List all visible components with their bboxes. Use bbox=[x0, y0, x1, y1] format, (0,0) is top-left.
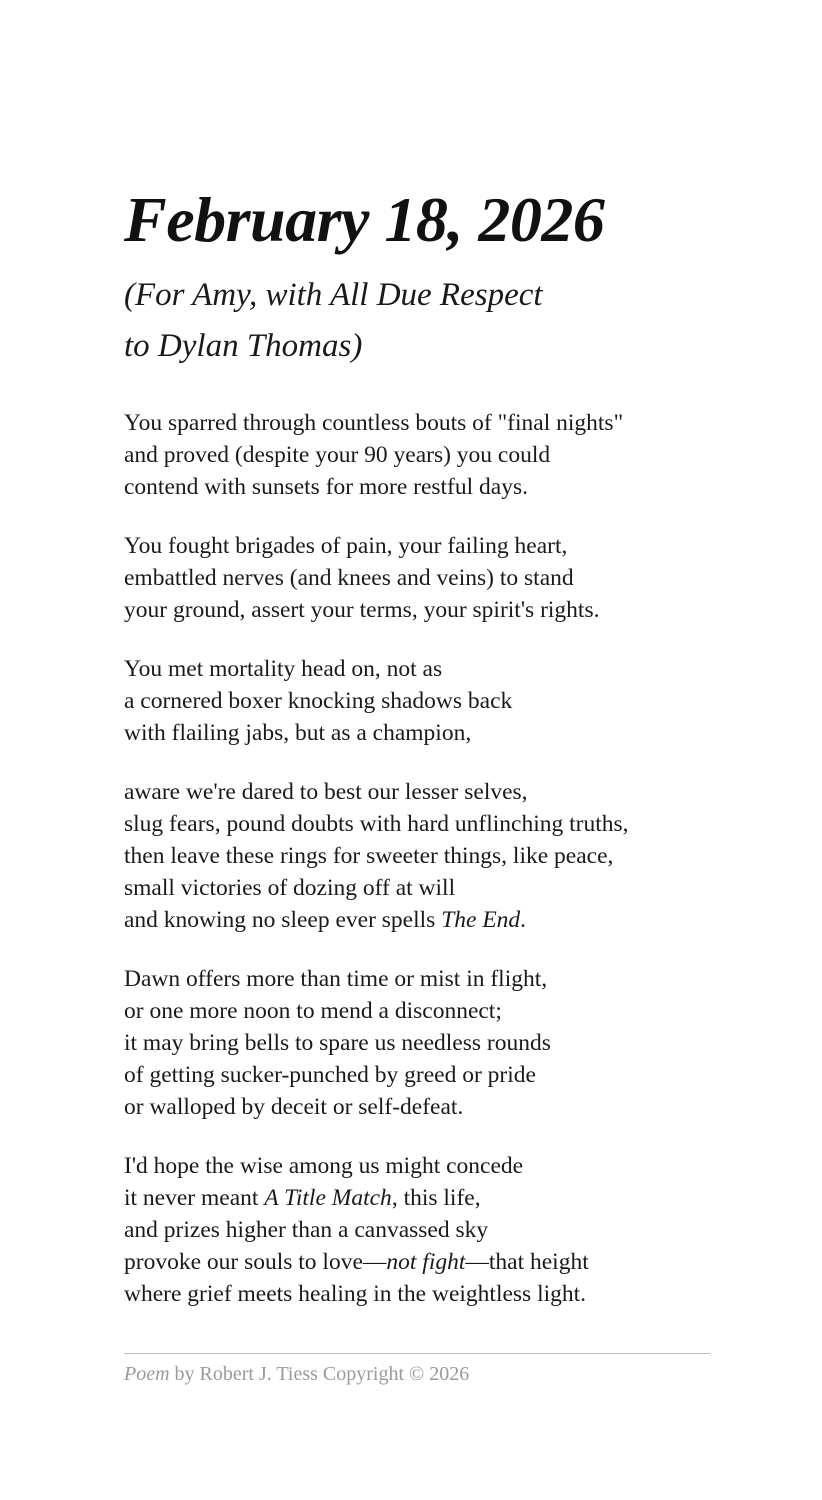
line-text: . bbox=[520, 907, 527, 933]
poem-line: and proved (despite your 90 years) you could bbox=[124, 442, 551, 468]
poem-line: contend with sunsets for more restful days. bbox=[124, 474, 528, 500]
stanza bbox=[124, 653, 724, 749]
poem-line: You sparred through countless bouts of "final nights" bbox=[124, 410, 624, 436]
stanza bbox=[124, 963, 724, 1123]
poem-line: You met mortality head on, not as bbox=[124, 656, 443, 682]
stanza bbox=[124, 407, 724, 503]
poem-line: with flailing jabs, but as a champion, bbox=[124, 720, 472, 746]
emphasized-text: not fight bbox=[386, 1249, 466, 1275]
subtitle-line: to Dylan Thomas) bbox=[124, 328, 363, 364]
poem-subtitle bbox=[124, 270, 543, 372]
poem-line: then leave these rings for sweeter things, like peace, bbox=[124, 843, 614, 869]
line-text: —that height bbox=[465, 1249, 589, 1275]
poem-line: and prizes higher than a canvassed sky bbox=[124, 1217, 489, 1243]
poem-line: your ground, assert your terms, your spirit's rights. bbox=[124, 597, 600, 623]
poem-title: February 18, 2026 bbox=[124, 184, 605, 255]
stanza bbox=[124, 776, 724, 936]
poem-line: slug fears, pound doubts with hard unflinching truths, bbox=[124, 811, 629, 837]
poem-body bbox=[124, 407, 724, 1337]
poem-line: I'd hope the wise among us might concede bbox=[124, 1153, 524, 1179]
poem-line bbox=[124, 1182, 724, 1214]
footer-divider bbox=[124, 1353, 710, 1354]
stanza bbox=[124, 530, 724, 626]
poem-line: it may bring bells to spare us needless rounds bbox=[124, 1030, 551, 1056]
poem-line: Dawn offers more than time or mist in flight, bbox=[124, 966, 548, 992]
subtitle-line: (For Amy, with All Due Respect bbox=[124, 277, 543, 313]
poem-line: aware we're dared to best our lesser selves, bbox=[124, 779, 528, 805]
poem-line: small victories of dozing off at will bbox=[124, 875, 456, 901]
poem-line bbox=[124, 1246, 724, 1278]
poem-line: a cornered boxer knocking shadows back bbox=[124, 688, 513, 714]
poem-line: of getting sucker-punched by greed or pride bbox=[124, 1062, 536, 1088]
emphasized-text: A Title Match bbox=[264, 1185, 392, 1211]
line-text: , this life, bbox=[391, 1185, 481, 1211]
poem-line: where grief meets healing in the weightless light. bbox=[124, 1281, 587, 1307]
footer-byline: by Robert J. Tiess Copyright © 2026 bbox=[169, 1363, 470, 1385]
copyright-footer bbox=[124, 1360, 469, 1388]
line-text: it never meant bbox=[124, 1185, 265, 1211]
poem-line: You fought brigades of pain, your failing heart, bbox=[124, 533, 568, 559]
poem-line bbox=[124, 904, 724, 936]
line-text: provoke our souls to love— bbox=[124, 1249, 387, 1275]
poem-line: embattled nerves (and knees and veins) to stand bbox=[124, 565, 574, 591]
footer-poem-label: Poem bbox=[124, 1363, 170, 1385]
line-text: and knowing no sleep ever spells bbox=[124, 907, 442, 933]
emphasized-text: The End bbox=[441, 907, 521, 933]
poem-line: or walloped by deceit or self-defeat. bbox=[124, 1094, 464, 1120]
poem-line: or one more noon to mend a disconnect; bbox=[124, 998, 502, 1024]
stanza bbox=[124, 1150, 724, 1310]
